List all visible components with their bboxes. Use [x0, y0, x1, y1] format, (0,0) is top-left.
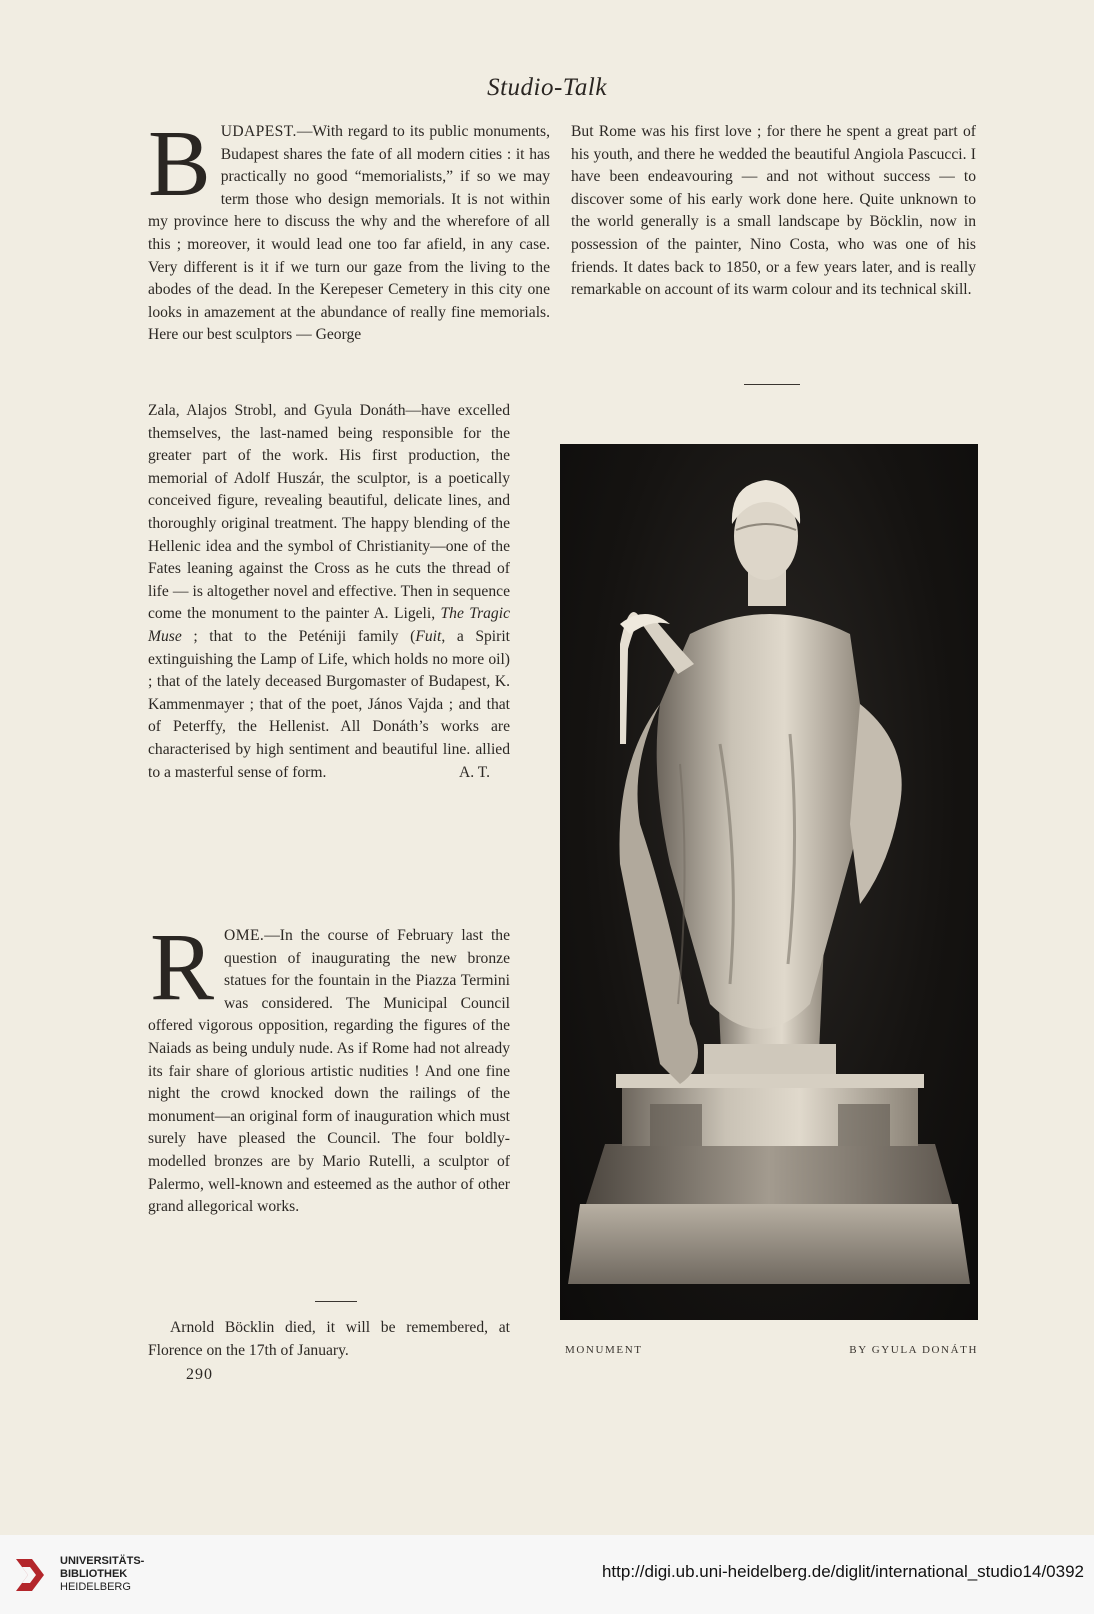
section-rule-left	[315, 1301, 357, 1302]
library-name-line-1: UNIVERSITÄTS-	[60, 1555, 145, 1567]
rome-text: —In the course of February last the question of inaugurating the new bronze statues for the fountain in the Piazza Termini was considered. The Municipal Council offered vigorous opposition, regarding the figures of the Naiads as being unduly nude. As if Rome had not already its fair share of glorious artistic nudities ! And one fine night the crowd knocked down the railings of the monument—an original form of inauguration which must surely have pleased the Council. The four boldly-modelled bronzes are by Mario Rutelli, a sculptor of Palermo, well-known and esteemed as the author of other grand allegorical works.	[148, 927, 510, 1216]
bocklin-article-continued	[571, 121, 976, 302]
budapest-article-continued	[148, 400, 510, 784]
monument-statue-illustration	[560, 444, 978, 1320]
rome-paragraph	[148, 913, 510, 1219]
dropcap-b: B	[148, 121, 211, 216]
budapest-continued-text-a: Zala, Alajos Strobl, and Gyula Donáth—have excelled themselves, the last-named being responsible for the greater part of the work. His first production, the memorial of Adolf Huszár, the sculptor, is a poetically conceived figure, revealing beautiful, delicate lines, and thoroughly original treatment. The happy blending of the Hellenic idea and the symbol of Christianity—one of the Fates leaning against the Cross as he cuts the thread of life — is altogether novel and effective. Then in sequence come the monument to the painter A. Ligeli,	[148, 402, 510, 623]
caption-artist: BY GYULA DONÁTH	[849, 1344, 978, 1356]
digitization-footer	[0, 1535, 1094, 1614]
budapest-text: —With regard to its public monuments, Budapest shares the fate of all modern cities : it has practically no good “memorialists,” if so we may term those who design memorials. It is not within my province here to discuss the why and the wherefore of all this ; moreover, it would lead one too far afield, in any case. Very different is it if we turn our gaze from the living to the abodes of the dead. In the Kerepeser Cemetery in this city one looks in amazement at the abundance of really fine memorials. Here our best sculptors — George	[148, 123, 550, 344]
budapest-continued-text-c: , a Spirit extinguishing the Lamp of Life, which holds no more oil) ; that of the lately deceased Burgomaster of Budapest, K. Kammenmayer ; that of the poet, János Vajda ; and that of Peterffy, the Hellenist. All Donáth’s works are characterised by high sentiment and beautiful line. allied to a masterful sense of form.	[148, 627, 510, 781]
library-name-line-2: BIBLIOTHEK	[60, 1568, 128, 1580]
budapest-continued-paragraph	[148, 400, 510, 784]
bocklin-right-paragraph: But Rome was his first love ; for there he spent a great part of his youth, and there he wedded the beautiful Angiola Pascucci. I have been endeavouring — and not without success — to discover some of his early work done here. Quite unknown to the world generally is a small landscape by Böcklin, now in possession of the painter, Nino Costa, who was one of his friends. It dates back to 1850, or a few years later, and is really remarkable on account of its warm colour and its technical skill.	[571, 123, 976, 299]
source-url-link[interactable]: http://digi.ub.uni-heidelberg.de/diglit/international_studio14/0392	[601, 1562, 1084, 1581]
bocklin-paragraph: Arnold Böcklin died, it will be remembered, at Florence on the 17th of January.	[148, 1319, 510, 1359]
caption-monument: MONUMENT	[565, 1344, 643, 1356]
italic-tragic-muse: The Tragic Muse	[148, 605, 510, 645]
page-number: 290	[186, 1366, 213, 1383]
university-library-logo-icon	[10, 1553, 50, 1597]
monument-photograph	[560, 444, 978, 1320]
budapest-article-top	[148, 121, 550, 401]
budapest-lead: UDAPEST.	[220, 123, 297, 140]
budapest-continued-text-b: ; that to the Peténiji family (	[181, 627, 416, 645]
italic-fuit: Fuit	[415, 627, 442, 645]
section-rule-right	[744, 384, 800, 385]
budapest-paragraph	[148, 121, 550, 347]
dropcap-r: R	[150, 913, 215, 1020]
rome-lead: OME.	[224, 927, 265, 944]
library-name	[60, 1555, 144, 1594]
bocklin-article-start	[148, 1317, 510, 1362]
rome-article	[148, 913, 510, 1219]
author-signature: A. T.	[458, 763, 490, 781]
running-head: Studio-Talk	[487, 74, 607, 101]
library-name-line-3: HEIDELBERG	[60, 1581, 131, 1593]
